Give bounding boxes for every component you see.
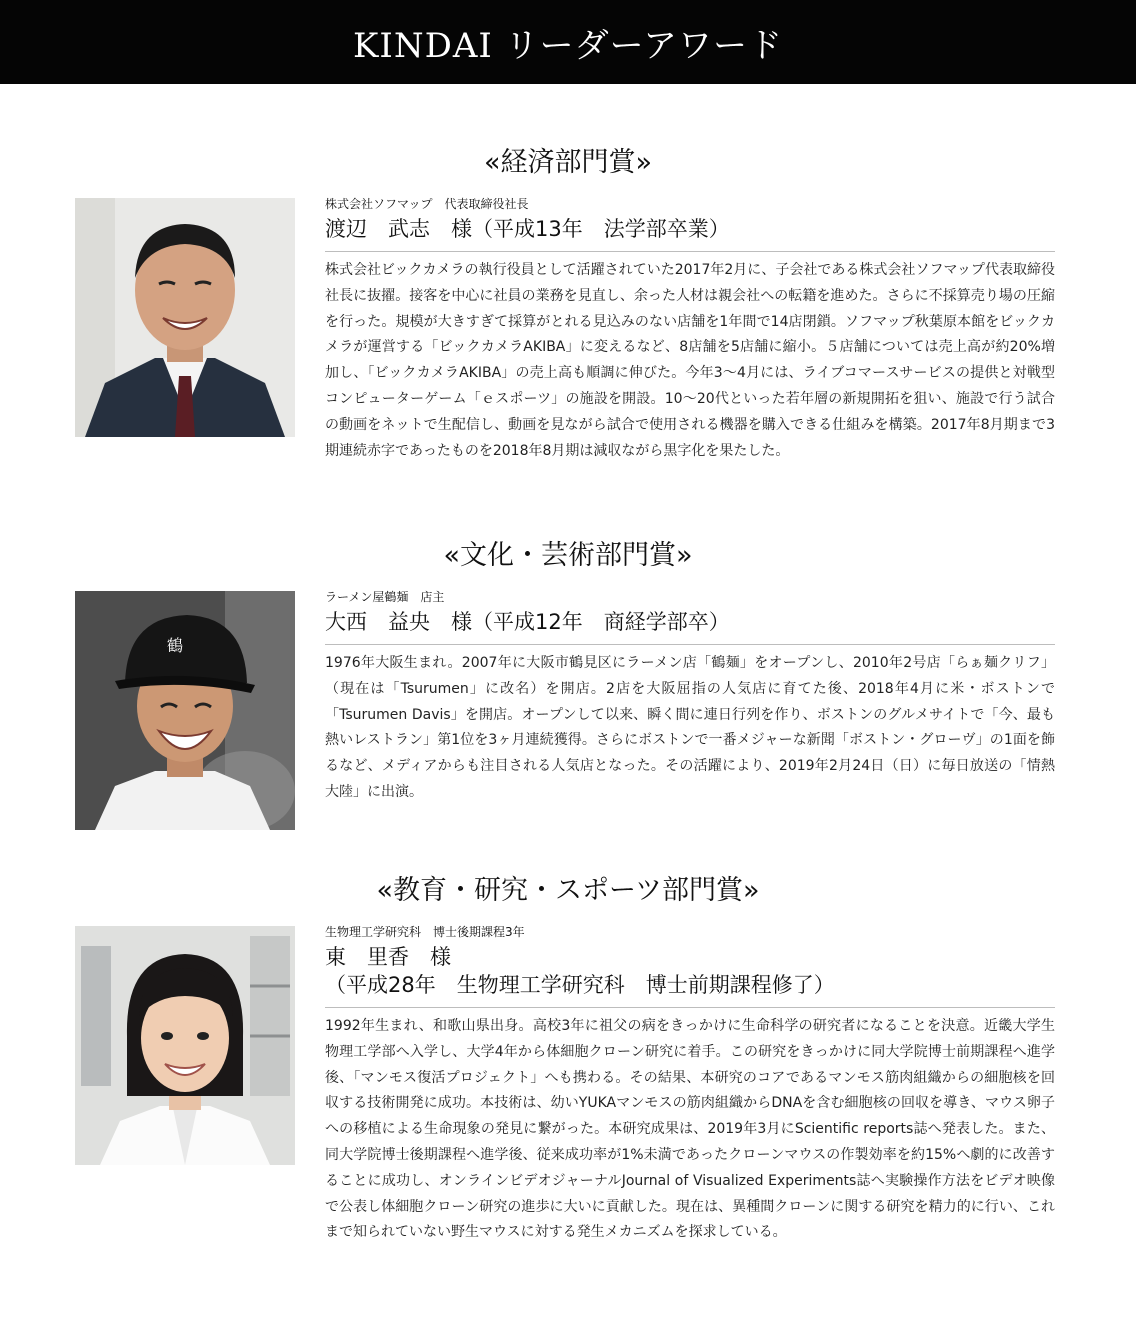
section-heading-education-research-sports: «教育・研究・スポーツ部門賞» [376,875,760,906]
section-heading-culture-arts: «文化・芸術部門賞» [443,540,693,571]
award-info-culture-arts [325,590,1055,806]
recipient-name-note: （平成28年 生物理工学研究科 博士前期課程修了） [325,973,835,997]
divider [325,251,1055,252]
company-title: 株式会社ソフマップ 代表取締役社長 [325,197,529,211]
recipient-name: 東 里香 様 [325,945,451,969]
award-info-education-research-sports [325,925,1055,1246]
svg-text:鶴: 鶴 [167,636,184,655]
recipient-description: 株式会社ビックカメラの執行役員として活躍されていた2017年2月に、子会社である株式会社ソフマップ代表取締役社長に抜擢。接客を中心に社員の業務を見直し、余った人材は親会社への転籍を進めた。さらに不採算売り場の圧縮を行った。規模が大きすぎて採算がとれる見込みのない店舗を1年間で14店閉鎖。ソフマップ秋葉原本館をビックカメラが運営する「ビックカメラAKIBA」に変えるなど、8店舗を5店舗に縮小。５店舗については売上高が約20%増加し、「ビックカメラAKIBA」の売上高も順調に伸びた。今年3～4月には、ライブコマースサービスの提供と対戦型コンピューターゲーム「ｅスポーツ」の施設を開設。10～20代といった若年層の新規開拓を狙い、施設で行う試合の動画をネットで生配信し、動画を見ながら試合で使用される機器を購入できる仕組みを構築。2017年8月期まで3期連続赤字であったものを2018年8月期は減収ながら黒字化を果たした。 [325,262,1055,459]
page-title: KINDAI リーダーアワード [353,25,783,66]
portrait-photo-higashi [75,926,295,1165]
portrait-photo-onishi [75,591,295,830]
header-bar [0,0,1136,84]
divider [325,1007,1055,1008]
divider [325,644,1055,645]
company-title: 生物理工学研究科 博士後期課程3年 [325,925,525,939]
recipient-description: 1976年大阪生まれ。2007年に大阪市鶴見区にラーメン店「鶴麺」をオープンし、2010年2号店「らぁ麺クリフ」（現在は「Tsurumen」に改名）を開店。2店を大阪屈指の人気店に育てた後、2018年4月に米・ボストンで「Tsurumen Davis」を開店。オープンして以来、瞬く間に連日行列を作り、ボストンのグルメサイトで「今、最も熱いレストラン」第1位を3ヶ月連続獲得。さらにボストンで一番メジャーな新聞「ボストン・グローヴ」の1面を飾るなど、メディアからも注目される人気店となった。その活躍により、2019年2月24日（日）に毎日放送の「情熱大陸」に出演。 [325,655,1055,800]
recipient-description: 1992年生まれ、和歌山県出身。高校3年に祖父の病をきっかけに生命科学の研究者になることを決意。近畿大学生物理工学部へ入学し、大学4年から体細胞クローン研究に着手。この研究をきっかけに同大学院博士前期課程へ進学後、「マンモス復活プロジェクト」へも携わる。その結果、本研究のコアであるマンモス筋肉組織からの細胞核を回収する技術開発に成功。本技術は、幼いYUKAマンモスの筋肉組織からDNAを含む細胞核の回収を導き、マウス卵子への移植による生命現象の発見に繋がった。本研究成果は、2019年3月にScientific reports誌へ発表した。また、同大学院博士後期課程へ進学後、従来成功率が1%未満であったクローンマウスの作製効率を約15%へ劇的に改善することに成功し、オンラインビデオジャーナルJournal of Visualized Experiments誌へ実験操作方法をビデオ映像で公表し体細胞クローン研究の進歩に大いに貢献した。現在は、異種間クローンに関する研究を精力的に行い、これまで知られていない野生マウスに対する発生メカニズムを探求している。 [325,1018,1055,1241]
recipient-name: 渡辺 武志 様（平成13年 法学部卒業） [325,217,730,241]
company-title: ラーメン屋鶴麺 店主 [325,590,445,604]
portrait-photo-watanabe [75,198,295,437]
award-info-economy [325,197,1055,464]
recipient-name: 大西 益央 様（平成12年 商経学部卒） [325,610,730,634]
section-heading-economy: «経済部門賞» [483,147,653,178]
